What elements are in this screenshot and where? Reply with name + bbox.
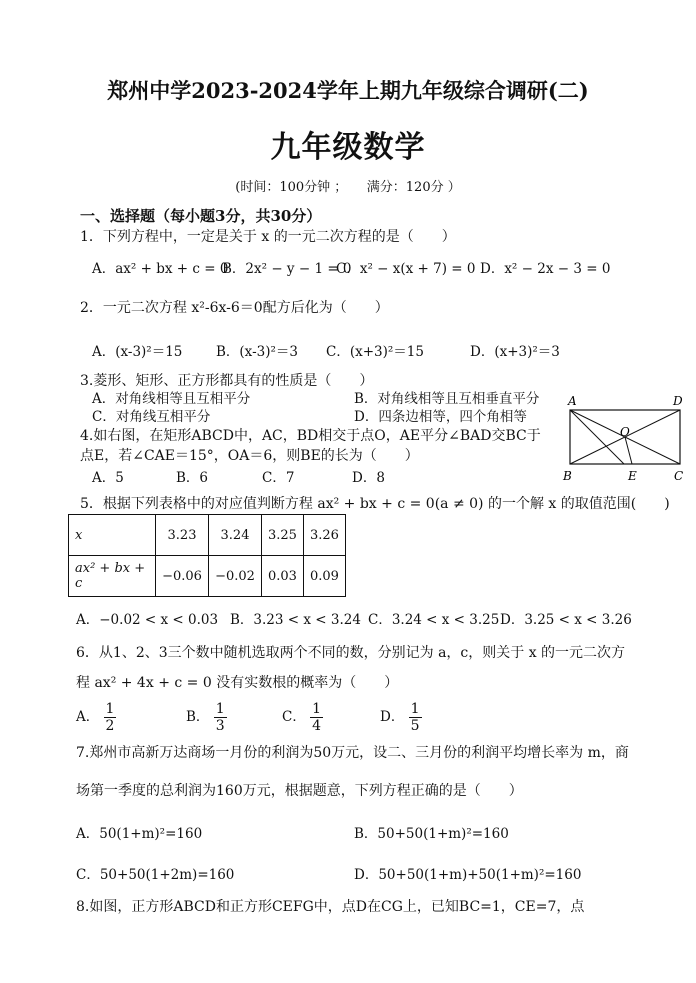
q7-option-d: D．50+50(1+m)+50(1+m)²=160 xyxy=(354,867,582,883)
label-e: E xyxy=(628,469,637,483)
question-3: 3.菱形、矩形、正方形都具有的性质是（ ） xyxy=(80,373,374,389)
q6-option-c xyxy=(282,701,323,734)
q3-option-d: D．四条边相等，四个角相等 xyxy=(354,409,527,425)
q3-option-a: A．对角线相等且互相平分 xyxy=(92,391,251,407)
q5-option-d: D．3.25 < x < 3.26 xyxy=(500,612,632,628)
section-title: 一、选择题（每小题3分，共30分） xyxy=(80,207,322,225)
q4-option-d: D．8 xyxy=(352,470,385,486)
label-a: A xyxy=(568,394,577,408)
q1-option-a: A．ax² + bx + c = 0 xyxy=(92,261,229,277)
rectangle-figure xyxy=(560,392,690,492)
question-4-line-1: 4.如右图，在矩形ABCD中，AC，BD相交于点O，AE平分∠BAD交BC于 xyxy=(80,428,541,444)
label-o: O xyxy=(620,425,630,439)
q1-option-d: D．x² − 2x − 3 = 0 xyxy=(480,261,611,277)
table-header-cell: ax² + bx + c xyxy=(69,556,156,597)
question-7-line-2: 场第一季度的总利润为160万元，根据题意，下列方程正确的是（ ） xyxy=(76,783,523,799)
fraction xyxy=(409,701,422,734)
fraction xyxy=(104,701,117,734)
q7-option-b: B．50+50(1+m)²=160 xyxy=(354,826,509,842)
q4-option-b: B．6 xyxy=(176,470,209,486)
fraction-numerator: 1 xyxy=(105,701,115,717)
fraction-denominator: 3 xyxy=(215,718,225,735)
exam-meta: (时间：100分钟 ； 满分：120分 ） xyxy=(235,180,461,195)
fraction-numerator: 1 xyxy=(410,701,420,717)
q6-option-d-label: D． xyxy=(380,709,405,726)
q2-option-b: B．(x-3)²＝3 xyxy=(216,344,298,360)
question-6-line-1: 6．从1、2、3三个数中随机选取两个不同的数，分别记为 a，c，则关于 x 的一元二次方 xyxy=(76,645,626,661)
table-cell: 3.24 xyxy=(209,515,262,556)
q6-option-c-label: C． xyxy=(282,709,306,726)
question-5: 5．根据下列表格中的对应值判断方程 ax² + bx + c = 0(a ≠ 0) 的一个解 x 的取值范围( ) xyxy=(80,496,670,512)
table-row xyxy=(69,556,346,597)
q6-option-b xyxy=(186,701,227,734)
q5-option-a: A．−0.02 < x < 0.03 xyxy=(76,612,219,628)
table-cell: 3.26 xyxy=(303,515,345,556)
fraction-numerator: 1 xyxy=(312,701,322,717)
q5-option-c: C．3.24 < x < 3.25 xyxy=(368,612,500,628)
question-2: 2．一元二次方程 x²-6x-6＝0配方后化为（ ） xyxy=(80,300,389,316)
table-cell: −0.02 xyxy=(209,556,262,597)
q1-option-c: C．x² − x(x + 7) = 0 xyxy=(336,261,476,277)
label-d: D xyxy=(673,394,683,408)
q7-option-a: A．50(1+m)²=160 xyxy=(76,826,203,842)
q1-option-b: B．2x² − y − 1 = 0 xyxy=(222,261,352,277)
label-b: B xyxy=(563,469,572,483)
fraction xyxy=(310,701,323,734)
q6-option-d xyxy=(380,701,422,734)
exam-title: 郑州中学2023-2024学年上期九年级综合调研(二) xyxy=(107,78,589,103)
q2-option-c: C．(x+3)²＝15 xyxy=(326,344,424,360)
table-header-cell: x xyxy=(69,515,156,556)
q2-option-d: D．(x+3)²＝3 xyxy=(470,344,560,360)
fraction-denominator: 5 xyxy=(410,718,420,735)
q5-option-b: B．3.23 < x < 3.24 xyxy=(230,612,361,628)
segment-oe xyxy=(625,437,632,464)
q2-option-a: A．(x-3)²＝15 xyxy=(92,344,183,360)
table-cell: 3.25 xyxy=(262,515,304,556)
subject-title: 九年级数学 xyxy=(270,130,426,165)
segment-ae xyxy=(570,410,624,464)
q3-option-b: B．对角线相等且互相垂直平分 xyxy=(354,391,540,407)
table-cell: 0.03 xyxy=(262,556,304,597)
table-row xyxy=(69,515,346,556)
question-8-line-1: 8.如图，正方形ABCD和正方形CEFG中，点D在CG上，已知BC=1，CE=7，点 xyxy=(76,899,585,915)
question-4-line-2: 点E，若∠CAE＝15°，OA＝6，则BE的长为（ ） xyxy=(80,448,419,464)
q4-option-a: A．5 xyxy=(92,470,124,486)
q3-option-c: C．对角线互相平分 xyxy=(92,409,211,425)
question-1: 1．下列方程中，一定是关于 x 的一元二次方程的是（ ） xyxy=(80,229,456,245)
q6-option-a xyxy=(76,701,116,734)
q6-option-a-label: A． xyxy=(76,709,100,726)
question-6-line-2: 程 ax² + 4x + c = 0 没有实数根的概率为（ ） xyxy=(76,675,399,691)
q4-option-c: C．7 xyxy=(262,470,295,486)
question-7-line-1: 7.郑州市高新万达商场一月份的利润为50万元，设二、三月份的利润平均增长率为 m，商 xyxy=(76,745,629,761)
fraction xyxy=(214,701,227,734)
q6-option-b-label: B． xyxy=(186,709,210,726)
q7-option-c: C．50+50(1+2m)=160 xyxy=(76,867,235,883)
table-cell: 0.09 xyxy=(303,556,345,597)
label-c: C xyxy=(674,469,684,483)
table-cell: 3.23 xyxy=(156,515,209,556)
table-cell: −0.06 xyxy=(156,556,209,597)
values-table xyxy=(68,514,346,597)
fraction-numerator: 1 xyxy=(215,701,225,717)
fraction-denominator: 4 xyxy=(312,718,322,735)
fraction-denominator: 2 xyxy=(105,718,115,735)
